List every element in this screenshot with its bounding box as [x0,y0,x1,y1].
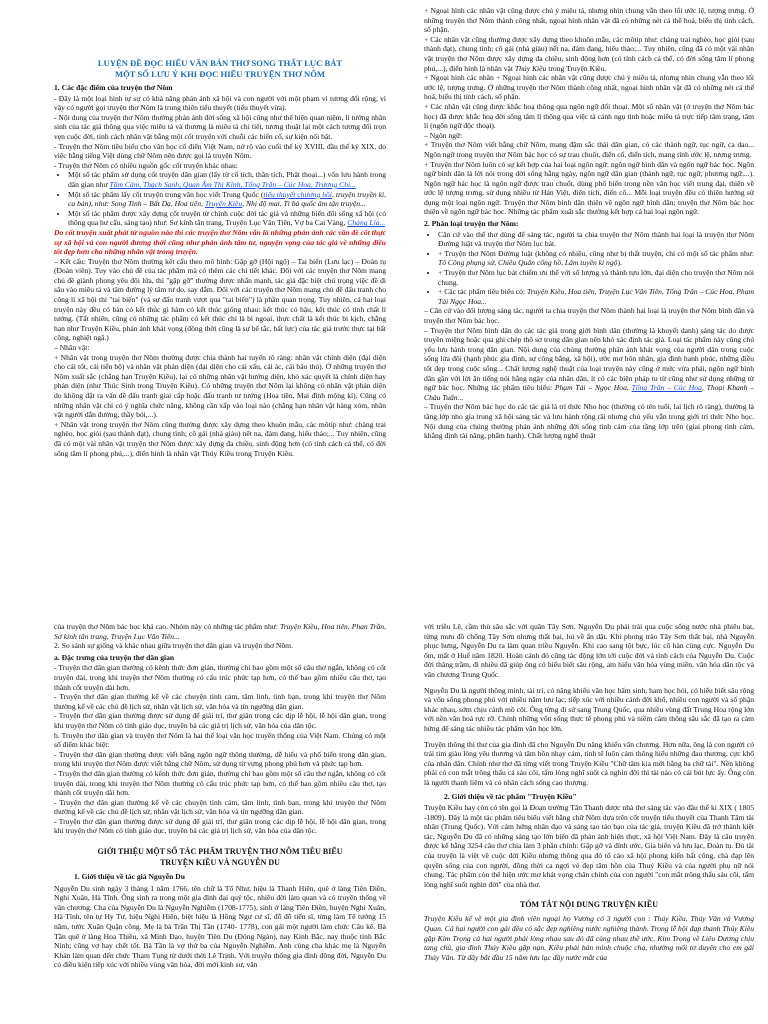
author-subheading: 1. Giới thiệu về tác giả Nguyễn Du [74,872,185,882]
paragraph: – Truyện thơ Nôm bác học do các tác giả là trí thức Nho học (thường có tên tuổi, lai lịch rõ ràng), thường là tầng lớp nho gia trung xã hội sáng tác và lưu hành rộng rãi nhưng chủ yếu vẫn trong giới trí thức Nho học. Nội dung của chúng thường phản ánh những đời sống tình cảm của tầng lớp trên (giai phong tình cảm, khẳng định tài năng, phẩm hạnh). Chất lượng nghệ thuật [424,402,754,441]
works-heading: GIỚI THIỆU MỘT SỐ TÁC PHẨM TRUYỆN THƠ NÔM TIÊU BIỂU TRUYỆN KIỀU VÀ NGUYỄN DU [97,847,343,868]
document-title [54,58,386,79]
paragraph: – Căn cứ vào đối tượng sáng tác, người ta chia truyện thơ Nôm thành hai loại là truyện thơ Nôm bình dân và truyện thơ Nôm bác học. [424,306,754,325]
paragraph: Nguyễn Du là người thông minh, tài trí, có năng khiếu văn học bẩm sinh, ham học hỏi, có hiểu biết sâu rộng và vốn sống phong phú với nhiều năm lưu lạc, tiếp xúc với nhiều cảnh đời khổ, nhiều con người và số phận khác nhau, sớm chịu cảnh mồ côi. Ông từng đi sứ sang Trung Quốc, qua nhiều vùng đất Trung Hoa rộng lớn với nền văn hoá rực rỡ. Chính những vốn sống thực tế phong phú và niềm cảm thông sâu sắc đã tạo ra cảm hứng để sáng tác nhiều tác phẩm văn học lớn. [424,685,754,733]
paragraph: - Truyện thơ dân gian thường có kênh thức đơn giản, thường chỉ bao gồm một số câu thơ ngắn, không có cốt truyện dài, trong khi truyện thơ Nôm thường có cấu trúc phức tạp hơn, có thể bao gồm nhiều câu thơ, tạo thành cốt truyện dài hơn. [54,663,386,692]
page1-left-column [54,58,386,608]
paragraph: - Truyện thơ dân gian thường được sử dụng để giải trí, thư giãn trong các dịp lễ hội, lễ hội dân gian, trong khi truyện thơ Nôm có tính giáo dục, truyền bá các giá trị lịch sử, văn hóa của dân tộc. [54,816,386,836]
paragraph: b. Truyện thơ dân gian và truyện thơ Nôm là hai thể loại văn học truyền thống của Việt Nam. Chúng có một số điểm khác biệt: [54,730,386,750]
title-line-1: LUYỆN ĐỀ ĐỌC HIỂU VĂN BẢN THƠ SONG THẤT LỤC BÁT [97,58,343,68]
highlighted-note: Do cốt truyện xuất phát từ nguồn nào thì các truyện thơ Nôm vẫn là những phản ánh các vấn đề cốt thực sự xã hội và con người đương thời cũng như phản ánh tâm tư, nguyện vọng của tác giả về những điều tốt đẹp hơn cho những nhân vật trong truyện. [54,227,386,257]
paragraph: + Nhân vật trong truyện thơ Nôm cũng thường được xây dựng theo khuôn mẫu, các môtip như: chàng trai nghèo, học giỏi (sau thành đạt), chung tình; cô gái (nhà giàu) nết na, đảm đang, hiếu thảo;... Tuy nhiên, cũng đã có một vài nhân vật truyện thơ Nôm được xây dựng đa chiều, sinh động hơn (có tính cách cá thể, có đời sống tâm lí phong phú,...), điển hình là nhân vật Thúy Kiều trong Truyện Kiều. [54,419,386,458]
paragraph: Truyện Kiều hay còn có tên gọi là Đoạn trường Tân Thanh được nhà thơ sáng tác vào đầu thế kỉ XIX ( 1805 -1809). Đây là một tác phẩm tiêu biểu viết bằng chữ Nôm dựa trên cốt truyện tiểu thuyết của Thanh Tâm tài nhân (Trung Quốc). Với cảm hứng nhân đạo và sáng tạo táo bạo của tác giả, truyện Kiều đã trở thành kiệt tác, Nguyễn Du đã có những sáng tạo lớn biến đã phản ánh hiện thực, xã hội Việt Nam. Đây là câu truyện được kể bằng 3254 câu thơ chia làm 3 phần chính: Gặp gỡ và đính ước, Gia biến và lưu lạc, Đoàn tụ. Đủ tài của truyện là việt về cuộc đời Kiều nhưng thông qua đó tố cáo xã hội phong kiến bất công, chà đạp lên quyền sống của con người, đồng thời ca ngợi vẻ đẹp tâm hồn của Thuý Kiều và của người phụ nữ nói chung. Tác phẩm còn thể hiện ước mơ khát vọng chân chính của con người "con mắt trông thấu sáu cõi, tấm lòng nghĩ suốt nghìn đời" của nhà thơ. [424,803,754,889]
paragraph: 2. So sánh sự giống và khác nhau giữa truyện thơ dân gian và truyện thơ Nôm. [54,641,293,651]
paragraph: - Truyện thơ Nôm có nhiều nguồn gốc cốt truyện khác nhau: [54,160,238,170]
list-item: • Một số tác phẩm sử dụng cốt truyện dân gian (lấy từ cổ tích, thần tích, Phật thoại...) vốn lưu hành trong dân gian như Tấm Cám, Thạch Sanh, Quan Âm Thị Kính, Tống Trân – Cúc Hoa, Trương Chi... [68,170,386,189]
paragraph: - Truyện thơ dân gian thường kể về các chuyện tình cảm, tâm linh, tình bạn, trong khi truyện thơ Nôm thường kể về các chủ đề lịch sử, nhân vật lịch sử, văn hóa và tín ngưỡng dân gian. [54,692,386,711]
section-2-heading: 2. Phân loại truyện thơ Nôm: [424,219,519,229]
paragraph: Truyện thông thì thư của gia đình đã cho Nguyễn Du năng khiếu văn chương. Hơn nữa, ông là con người có trái tim giàu lòng yêu thương và tâm hồn nhạy cảm, tình tê luôn cảm thông hiểu những đau thương, cực khổ của nhân dân. Chính như thơ đã từng viết trong Truyện Kiều "Chữ tâm kia mới bằng ba chữ tài". Nền không phải có con mắt trông thấu cả sáu cõi, tấm lòng nghĩ suốt cả nghìn đời thì tài nào có cái bút lực ấy. Ông còn là người thanh liêm và có nhân cách sống cao thượng. [424,739,754,787]
paragraph: + Nhân vật trong truyện thơ Nôm thường được chia thành hai tuyến rõ ràng: nhân vật chính diện (đại diện cho cái tốt, cái tiến bộ) và nhân vật phản diện (đại diện cho cái xấu, cái ác, cái bảo thủ). Ở những truyện thơ Nôm xuất sắc (chẳng hạn Truyện Kiều), lại có những nhân vật hướng diện, khó xác quyết là chính diện hay phản diện (như Thúc Sinh trong Truyện Kiều). Có những truyện thơ Nôm lại không có nhân vật phản diện do không đặt ra vấn đề đấu tranh giai cấp hoặc đấu tranh tư tưởng (Hoa tiên, Mai đình mộng kí). Cũng có những nhân vật chỉ có ý nghĩa chức năng, không cần xấp vào loại nào (chẳng hạn nhân vật hàng xóm, nhân vật người dẫn đường, thầy bói,...). [54,352,386,420]
list-item: • Một số tác phẩm được xây dựng cốt truyện từ chính cuộc đời tác giả và những biến đổi sống xã hội (có thông qua hư cấu, sáng tạo) như: Sơ kính tân trang, Truyện Lục Vân Tiên, Vợ ba Cai Vàng, Chàng Lía... [68,209,386,228]
paragraph: + Ngoại hình các nhân + Ngoại hình các nhân vật cũng được chú ý miêu tả, nhưng nhìn chung vẫn theo lối ước lệ, tượng trưng. Ở những truyện thơ Nôm thành công nhất, ngoại hình nhân vật đã có những nét cá thể hoá, biểu thị tính cách, số phận. [424,73,754,102]
paragraph: - Truyện thơ dân gian thường kể về các chuyện tình cảm, tâm linh, tình bạn, trong khi truyện thơ Nôm thường kể về các chủ đề lịch sử, nhân vật lịch sử, văn hóa và tín ngưỡng dân gian. [54,797,386,817]
paragraph: + Các nhân vật cũng được khắc hoạ thông qua ngôn ngữ đối thoại. Một số nhân vật (ở truyện thơ Nôm bác học) đã được khắc hoạ đời sống tâm lí thông qua việc tả cảnh ngụ tình hoặc miêu tả trực tiếp tâm trạng, tâm lí (ngôn ngữ độc thoại). [424,101,754,131]
paragraph: - Truyện thơ dân gian thường được sử dụng để giải trí, thư giãn trong các dịp lễ hội, lễ hội dân gian, trong khi truyện thơ Nôm có tính giáo dục, truyền bá các giá trị lịch sử, văn hóa của dân tộc. [54,711,386,730]
chapter-novel-link[interactable]: tiểu thuyết chương hồi [263,189,332,199]
paragraph: - Truyện thơ dân gian thường có kênh thức đơn giản, thường chỉ bao gồm một số câu thơ ngắn, không có cốt truyện dài, trong khi truyện thơ Nôm thường có cấu trúc phức tạp hơn, có thể bao gồm nhiều câu thơ, tạo thành cốt truyện dài hơn. [54,768,386,798]
classification-list [424,230,754,307]
paragraph: - Truyện thơ Nôm tiêu biểu cho văn học cổ điển Việt Nam, nở rộ vào cuối thế kỷ XVIII, đầu thế kỷ XIX, do việc bằng tiếng Việt dùng chữ Nôm nên được gọi là truyện Nôm. [54,141,386,161]
list-item: • Căn cứ vào thể thơ dùng để sáng tác, người ta chia truyện thơ Nôm thành hai loại là truyện thơ Nôm Đường luật và truyện thơ Nôm lục bát. [438,230,754,249]
chang-lia-link[interactable]: Chàng Lía... [347,218,386,228]
paragraph: – Ngôn ngữ: [424,130,463,140]
document-page-2 [0,620,768,1024]
paragraph: – Truyện thơ Nôm bình dân do các tác giả trong giới bình dân (thường là khuyết danh) sáng tác do được truyền miệng hoặc qua ghi chép thô sơ trong dân gian nên khó xác định tác giả. Loại tác phẩm này cũng chú yếu lưu hành trong dân gian. Nội dung của chúng thường phản ánh khát vọng của người dân trong cuộc sống lứa đôi (hạnh phúc gia đình, sự công bằng, xã hội), ước mơ hôn nhân, gia đình hạnh phúc, những điều tốt đẹp trong cuộc sống... Chất lượng nghệ thuật của loại truyện này cũng ở mức vừa phải, ngôn ngữ bình dân gần với lời ăn tiếng nói hằng ngày của nhân dân, ít có các biện pháp tu từ cũng như sử dụng những từ ngữ bác học. Những tác phẩm tiêu biểu: Phạm Tải – Ngọc Hoa, Tống Trân – Cúc Hoa, Thoại Khanh – Châu Tuấn... [424,325,754,402]
paragraph: + Truyện thơ Nôm luôn có sự kết hợp của hai loại ngôn ngữ: ngôn ngữ bình dân và ngôn ngữ bác học. Ngôn ngữ bình dân là lời nói trong đời sống hằng ngày, ngôn ngữ dân gian (thành ngữ, tục ngữ, phương ngữ,...). Ngôn ngữ bác học là ngôn ngữ được trau chuốt, dùng phổ biến trong nền văn học viết trung đại, thiên về ước lệ tượng trưng, sử dụng nhiều từ Hán Việt, điển tích, điển cố... Mỗi loại truyện đều có thiên hướng sử dụng một loại ngôn ngữ. Truyện thơ Nôm bình dân thiên về ngôn ngữ bình dân; truyện thơ Nôm bác học thiên về ngôn ngữ bác học. Những tác phẩm xuất sắc thường kết hợp cả hai loại ngôn ngữ. [424,159,754,217]
title-line-2: MỘT SỐ LƯU Ý KHI ĐỌC HIỂU TRUYỆN THƠ NÔM [114,68,325,79]
subsection-a-heading: a. Đặc trưng của truyện thơ dân gian [54,652,175,662]
section-1-heading: 1. Các đặc điểm của truyện thơ Nôm [54,83,173,92]
paragraph: Nguyễn Du sinh ngày 3 tháng 1 năm 1766, tên chữ là Tố Như, hiệu là Thanh Hiên, quê ở làng Tiên Điền, Nghi Xuân, Hà Tĩnh. Ông sinh ra trong một gia đình đại quý tộc, nhiều đời làm quan và có truyền thống về văn chương. Cha của Nguyễn Du là Nguyễn Nghiễm (1708-1775), sinh ở làng Tiên Điền, huyện Nghi Xuân, Hà Tĩnh, tên tự Hy Tư, hiệu Nghị Hiên, biệt hiệu là Hồng Ngư cư sĩ, đỗ đỗ tiến sĩ, từng làm Tể tướng 15 năm, tước Xuân Quận công. Mẹ là bà Trần Thị Tần (1740- 1778), con gái một người làm chức Câu kê. Bà Tần quê ở làng Hoa Thiều, xã Minh Đạo, huyện Tiên Du (Đông Ngàn), nay Kinh Bắc, nay thuộc tỉnh Bắc Ninh; cũng vợ hay chết tốt. Bà Tần là vợ thứ ba của Nguyễn Nghiễm. Anh cùng cha khác mẹ là Nguyễn Khản làm quan đến chức Tham Tụng từ dưới thời Lê Trịnh. Với truyền thống gia đình đông đời, Nguyễn Du có điều kiện tiếp xúc với nhiều vùng văn hóa, đời mới kinh sư, văn [54,883,386,970]
paragraph: - Đây là một loại hình tự sự có khả năng phản ánh xã hội và con người với một phạm vi tương đối rộng, vì vậy có người gọi truyện thơ Nôm là trung thiên tiểu thuyết (tiểu thuyết vừa). [54,93,386,113]
paragraph: + Truyện thơ Nôm viết bằng chữ Nôm, mang đậm sắc thái dân gian, có các thành ngữ, tục ngữ, ca dao... Ngôn ngữ trong truyện thơ Nôm bác học có sự trau chuốt, điển cố, điển tích, mang tính ước lệ, tượng trưng. [424,140,754,159]
paragraph: với triều Lê, cầm thù sâu sắc với quân Tây Sơn. Nguyễn Du phải trải qua cuộc sống nước nhà phiêu bạt, từng mưu đồ chống Tây Sơn nhưng thất bại, lui về ẩn dật. Khi phong trào Tây Sơn thất bại, nhà Nguyễn phục hưng, Nguyễn Du ra làm quan triều Nguyễn. Khi cao sang tột bực, lúc cô hàn cùng cực. Nguyễn Du ốm, mất ở Huế năm 1820. Hoàn cảnh đó cũng tác động lớn tới cuộc đời và tính cách của Nguyễn Du. Cuộc đời thăng trầm, đi nhiều đã giúp ông có hiểu biết sâu rộng, am hiểu văn hóa vùng miền, văn hóa dân tộc và văn chương Trung Quốc. [424,622,754,679]
list-item: • + Truyện thơ Nôm lục bát chiếm ưu thế với số lượng và thành tựu lớn, đại diện cho truyện thơ Nôm nói chung. [438,268,754,287]
paragraph: – Kết cấu: Truyện thơ Nôm thường kết cấu theo mô hình: Gặp gỡ (Hội ngộ) – Tai biến (Lưu lạc) – Đoàn tụ (Đoàn viên). Tuy vào chủ đề của tác phẩm mà có thêm các chi tiết khác. Đối với các truyện thơ Nôm mang chủ đề giành phong yêu đôi lứa, thì "gặp gỡ" thường được nhấn mạnh, tác giả đặc biệt chú trọng việc đề đi sâu vào miêu tả và tâm đường lý tâm tư do, say đắm. Đối với các truyện thơ Nôm mang chủ đề đấu tranh cho công lí xã hội thì "tai biến" (và sự đấu tranh vượt qua "tai biến") là phần quan trọng. Tuy nhiên, cả hai loại truyện này đều có bàn có kết thúc gì hàm có kết thúc giống nhau: kết thúc có hậu, kết thúc có tính chất lí tưởng. (Tất nhiên, cũng có những tác phẩm có kết thúc chỉ là bi ngoại, thực chất là kết thúc bi kịch, chẳng hạn như Truyện Kiều, phản ánh khát vọng (đồng thời cũng là sự bế tắc, bất lực) của tác giả trước thực tại bất công, nghiệt ngã.) [54,256,386,343]
paragraph: Truyện Kiều kể về một gia đình viên ngoại họ Vương có 3 người con : Thúy Kiều, Thúy Vân và Vương Quan. Cả hai người con gái đều có sắc đẹp nghiêng nước nghiêng thành. Trong lễ hội đạp thanh Thúy Kiều gặp Kim Trọng cả hai người phải lòng nhau sau đó đã cùng nhau thề ước. Kim Trọng về Liêu Dương chịu tang chú, gia đình Thúy Kiều gặp nạn. Kiều phải bán mình chuộc cha, nhường mối tơ duyên cho em gái Thúy Vân. Từ đây bắt đầu 15 năm lưu lạc đầy nước mắt của [424,914,754,962]
list-item: • + Các tác phẩm tiêu biểu có: Truyện Kiều, Hoa tiên, Truyện Lục Vân Tiên, Tống Trân – Cúc Hoa, Phạm Tải Ngọc Hoa... [438,287,754,306]
work-subheading: 2. Giới thiệu về tác phẩm "Truyện Kiều" [444,791,577,801]
paragraph: - Truyện thơ dân gian thường được viết bằng ngôn ngữ thông thường, dễ hiểu và phổ biến trong dân gian, trong khi truyện thơ Nôm được viết bằng chữ Nôm, sử dụng từ vựng phong phú hơn và phức tạp hơn. [54,749,386,769]
paragraph: của truyện thơ Nôm bác học khá cao. Nhóm này có những tác phẩm như: Truyện Kiều, Hoa tiên, Phan Trần, Sơ kính tân trang, Truyện Lục Vân Tiên... [54,622,386,641]
paragraph: – Nhân vật: [54,343,90,353]
tong-tran-cuc-hoa-link[interactable]: Tống Trân – Cúc Hoa [631,383,702,393]
origin-list [54,170,386,228]
page2-right-column [424,622,754,1022]
paragraph: + Các nhân vật cũng thường được xây dựng theo khuôn mẫu, các môtip như: chàng trai nghèo, học giỏi (sau thành đạt), chung tình; cô gái (nhà giàu) nết na, đảm đang, hiếu thảo;... Tuy nhiên, cũng đã có một vài nhân vật truyện thơ Nôm được xây dựng đa chiều, sinh động hơn (có tính cách cá thể, có đời sống tâm lí phong phú,...), điển hình là nhân vật Thúy Kiều trong Truyện Kiều. [424,34,754,73]
list-item: • + Truyện thơ Nôm Đường luật (không có nhiều, cũng như bị thất truyện, chỉ có một số tác phẩm như: Tô Công phụng sứ, Chiêu Quân cống hồ, Lâm tuyền kì ngộ). [438,249,754,268]
list-item: • Một số tác phẩm lấy cốt truyện trong văn học viết Trung Quốc (tiểu thuyết chương hồi, truyện truyền kì, ca bản), như: Song Tinh – Bất Dạ, Hoa tiên, Truyện Kiều, Nhị độ mai, Tì bà quốc âm tân truyện... [68,190,386,209]
paragraph: - Nội dung của truyện thơ Nôm thường phản ánh đời sống xã hội cũng như thế hiện quan niệm, lí tưởng nhân sinh của tác giả thông qua việc miêu tả và thương là miêu tả chi tiết, tương thuật lại một cách tương đối trọn vẹn cuộc đời, tính cách nhân vật bằng một cốt truyện với chuỗi các biến cố, sự kiện nối bật. [54,112,386,141]
page2-left-column [54,622,386,1022]
page1-right-column [424,6,754,608]
paragraph: + Ngoại hình các nhân vật cũng được chú ý miêu tả, nhưng nhìn chung vẫn theo lối ước lệ, tượng trưng. Ở những truyện thơ Nôm thành công nhất, ngoại hình nhân vật đã có những nét cá thể hoá, biểu thị tính cách, số phận. [424,6,754,35]
summary-heading: TÓM TẮT NỘI DUNG TRUYỆN KIỀU [519,900,659,910]
folk-stories-link[interactable]: Tấm Cám, Thạch Sanh, Quan Âm Thị Kính, Tống Trân – Cúc Hoa, Trương Chi... [109,179,356,189]
truyen-kieu-link[interactable]: Truyện Kiều [204,199,243,209]
